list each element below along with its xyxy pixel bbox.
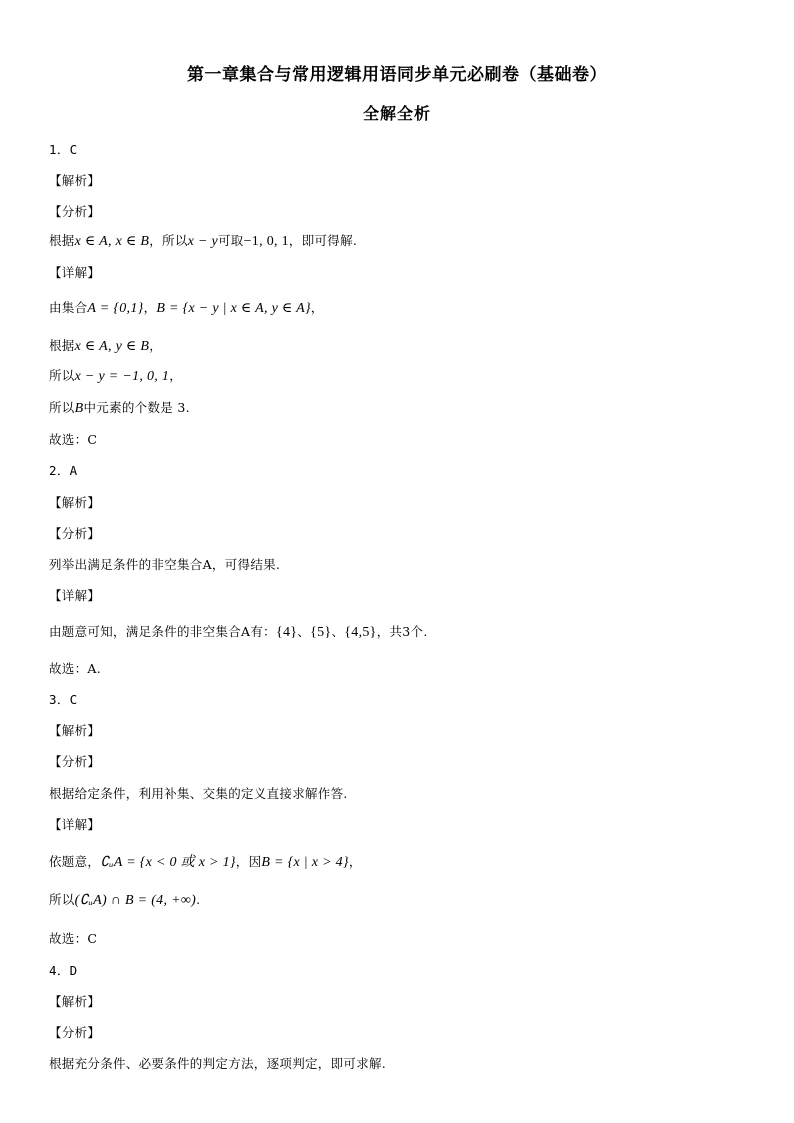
math: B = {x − y | x ∈ A, y ∈ A} (156, 301, 311, 316)
q1-fenxi-text: 根据x ∈ A, x ∈ B，所以x − y可取−1, 0, 1，即可得解. (49, 233, 358, 249)
math: {4,5} (344, 625, 377, 640)
q3-detail-line-1: 依题意，∁ᵤA = {x < 0 或 x > 1}，因B = {x | x > 4}， (49, 854, 362, 870)
q1-detail-line-4: 所以B中元素的个数是 3. (49, 400, 190, 416)
math: B (74, 401, 84, 416)
math: x − y = −1, 0, 1 (74, 369, 170, 384)
q1-detail-line-3: 所以x − y = −1, 0, 1， (49, 368, 182, 384)
q3-choice: 故选：C (49, 931, 98, 946)
math: x − y (187, 234, 218, 249)
q3-xiangjie-heading: 【详解】 (49, 817, 101, 832)
q4-fenxi-text: 根据充分条件、必要条件的判定方法，逐项判定，即可求解. (49, 1056, 387, 1071)
q2-jiexi-heading: 【解析】 (49, 495, 101, 510)
math: x ∈ A, x ∈ B (74, 234, 150, 249)
q1-fenxi-heading: 【分析】 (49, 204, 101, 219)
math: −1, 0, 1 (243, 234, 289, 249)
q2-detail-line-1: 由题意可知，满足条件的非空集合A有：{4}、{5}、{4,5}，共3个. (49, 624, 428, 640)
q4-jiexi-heading: 【解析】 (49, 994, 101, 1009)
q3-detail-line-2: 所以(∁ᵤA) ∩ B = (4, +∞). (49, 892, 201, 908)
q2-fenxi-heading: 【分析】 (49, 526, 101, 541)
math: (∁ᵤA) ∩ B = (4, +∞) (74, 893, 197, 908)
q2-answer: 2．A (49, 463, 78, 478)
q3-fenxi-heading: 【分析】 (49, 754, 101, 769)
math: {4} (275, 625, 298, 640)
q2-fenxi-text: 列举出满足条件的非空集合A，可得结果. (49, 557, 281, 572)
q1-detail-line-2: 根据x ∈ A, y ∈ B， (49, 338, 163, 354)
document-subtitle: 全解全析 (362, 104, 431, 123)
q3-fenxi-text: 根据给定条件，利用补集、交集的定义直接求解作答. (49, 786, 348, 801)
math: A = {0,1} (87, 301, 144, 316)
q1-xiangjie-heading: 【详解】 (49, 265, 101, 280)
q3-jiexi-heading: 【解析】 (49, 723, 101, 738)
math: B = {x | x > 4} (261, 855, 349, 870)
q3-answer: 3．C (49, 692, 78, 707)
q1-jiexi-heading: 【解析】 (49, 173, 101, 188)
q1-answer: 1．C (49, 142, 78, 157)
math: x ∈ A, y ∈ B (74, 339, 150, 354)
q1-detail-line-1: 由集合A = {0,1}，B = {x − y | x ∈ A, y ∈ A}， (49, 300, 324, 316)
q4-answer: 4．D (49, 963, 78, 978)
document-title: 第一章集合与常用逻辑用语同步单元必刷卷（基础卷） (187, 65, 607, 85)
math: {5} (310, 625, 332, 640)
q4-fenxi-heading: 【分析】 (49, 1025, 101, 1040)
q2-xiangjie-heading: 【详解】 (49, 588, 101, 603)
q1-choice: 故选：C (49, 432, 98, 447)
q2-choice: 故选：A. (49, 661, 102, 676)
math: ∁ᵤA = {x < 0 或 x > 1} (100, 855, 236, 870)
